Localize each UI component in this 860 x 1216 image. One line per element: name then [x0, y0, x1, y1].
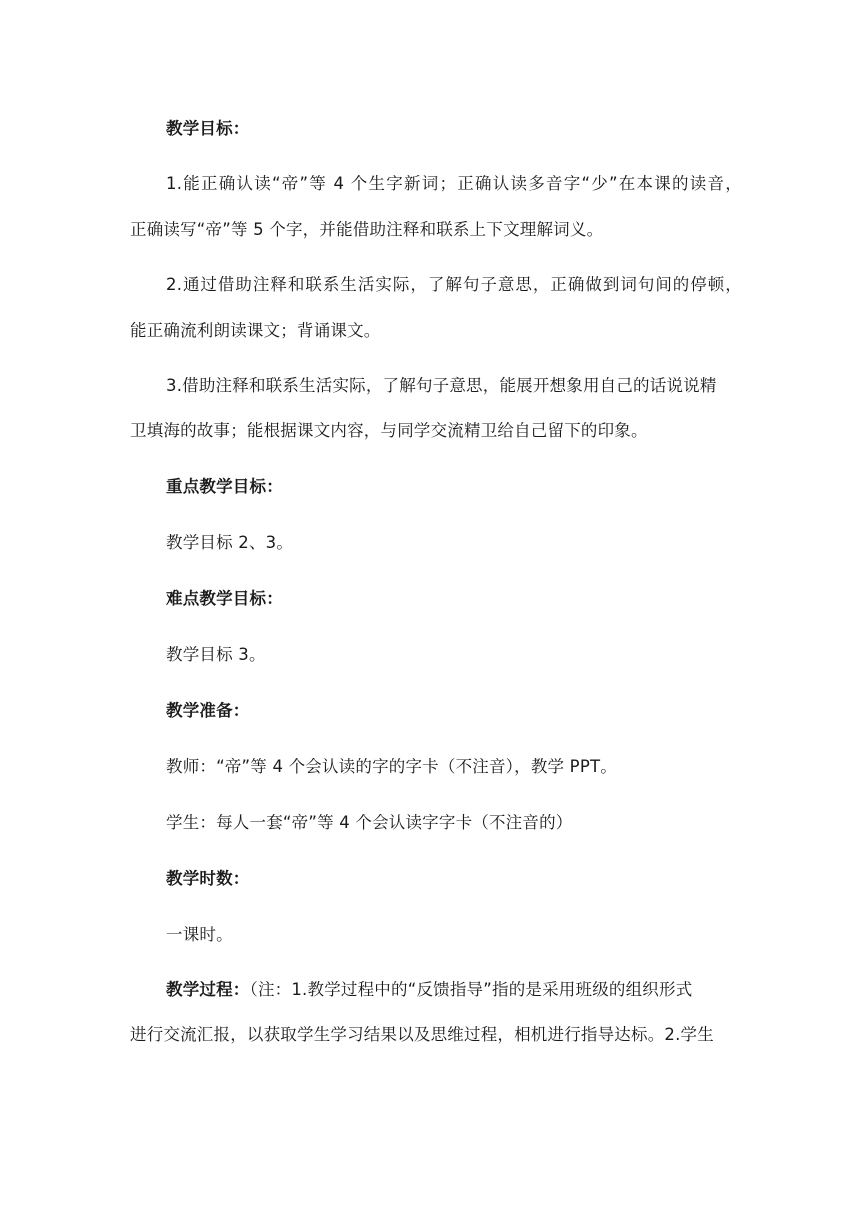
- hours-text: 一课时。: [166, 925, 233, 944]
- key-goals-heading: 重点教学目标：: [166, 477, 283, 496]
- goal-2-line-1: 2.通过借助注释和联系生活实际，了解句子意思，正确做到词句间的停顿，: [166, 275, 742, 294]
- difficult-goals-heading: 难点教学目标：: [166, 589, 283, 608]
- goal-2-line-2: 能正确流利朗读课文；背诵课文。: [130, 321, 381, 340]
- difficult-goals-text: 教学目标 3。: [166, 645, 266, 664]
- preparation-heading: 教学准备：: [166, 701, 250, 720]
- hours-heading: 教学时数：: [166, 869, 250, 888]
- process-heading: 教学过程：: [166, 980, 250, 999]
- process-line-1: [166, 979, 692, 1001]
- goal-3-line-1: 3.借助注释和联系生活实际，了解句子意思，能展开想象用自己的话说说精: [166, 376, 717, 395]
- preparation-teacher: 教师：“帝”等 4 个会认读的字的字卡（不注音），教学 PPT。: [166, 757, 617, 776]
- goal-3-line-2: 卫填海的故事；能根据课文内容，与同学交流精卫给自己留下的印象。: [130, 421, 648, 440]
- process-note-start: （注：1.教学过程中的“反馈指导”指的是采用班级的组织形式: [249, 980, 693, 999]
- goal-1-line-1: 1.能正确认读“帝”等 4 个生字新词；正确认读多音字“少”在本课的读音，: [166, 174, 742, 193]
- key-goals-text: 教学目标 2、3。: [166, 533, 294, 552]
- goals-heading: 教学目标：: [166, 119, 250, 138]
- process-line-2: 进行交流汇报，以获取学生学习结果以及思维过程，相机进行指导达标。2.学生: [130, 1025, 714, 1044]
- goal-1-line-2: 正确读写“帝”等 5 个字，并能借助注释和联系上下文理解词义。: [130, 220, 604, 239]
- preparation-student: 学生：每人一套“帝”等 4 个会认读字字卡（不注音的）: [166, 813, 573, 832]
